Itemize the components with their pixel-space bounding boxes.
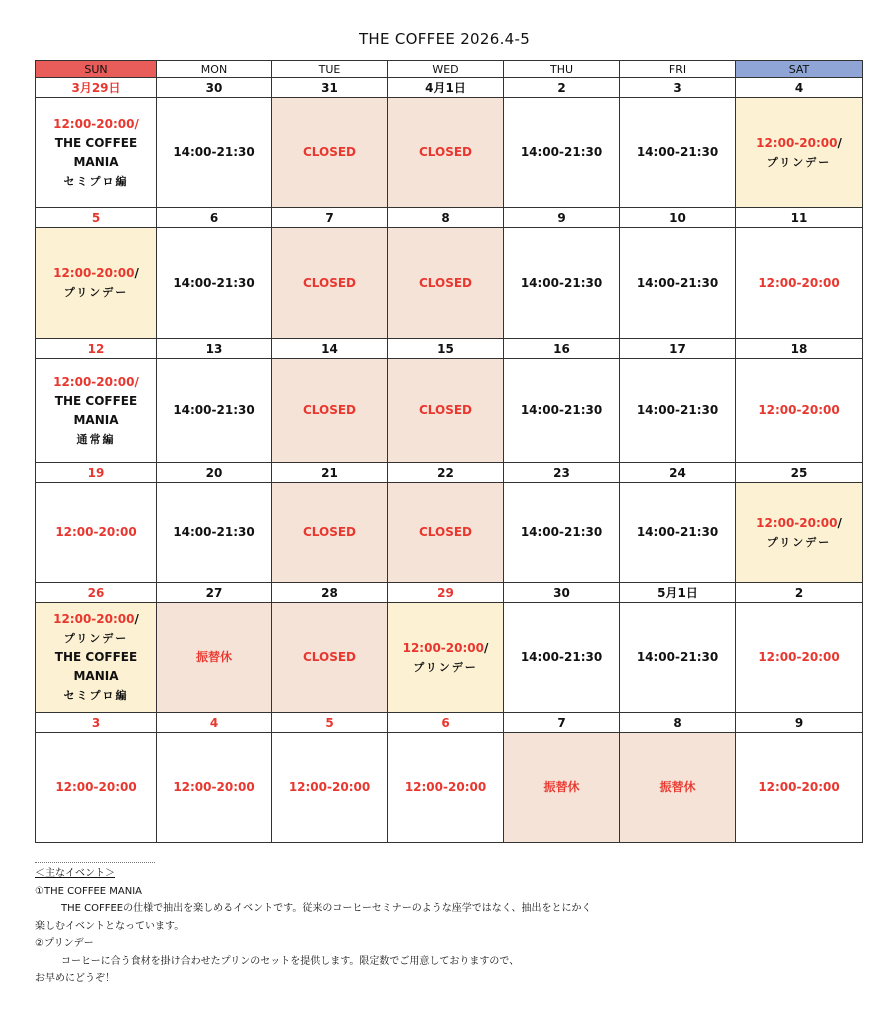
- weekday-sat: SAT: [736, 61, 863, 78]
- weekday-thu: THU: [504, 61, 620, 78]
- hours-text: 12:00-20:00/: [53, 116, 139, 131]
- schedule-cell-substitute-holiday: 振替休: [620, 733, 736, 843]
- date-cell: 4: [736, 78, 863, 98]
- schedule-cell: 14:00-21:30: [504, 483, 620, 583]
- date-cell: 2: [736, 583, 863, 603]
- schedule-cell: 12:00-20:00: [157, 733, 272, 843]
- schedule-cell: 12:00-20:00: [388, 733, 504, 843]
- schedule-cell-closed: CLOSED: [272, 228, 388, 339]
- schedule-cell-event: [36, 98, 157, 208]
- date-row: [36, 208, 863, 228]
- event-name: プリンデー: [766, 535, 832, 549]
- schedule-cell-closed: CLOSED: [272, 98, 388, 208]
- separator: /: [837, 515, 842, 530]
- date-row: [36, 583, 863, 603]
- schedule-cell: 14:00-21:30: [620, 483, 736, 583]
- date-cell: 5月1日: [620, 583, 736, 603]
- schedule-cell: 14:00-21:30: [157, 483, 272, 583]
- date-cell: 13: [157, 339, 272, 359]
- date-cell: 20: [157, 463, 272, 483]
- date-cell: 10: [620, 208, 736, 228]
- schedule-cell-event: [736, 483, 863, 583]
- schedule-cell-event: [36, 228, 157, 339]
- date-row: [36, 78, 863, 98]
- schedule-cell-closed: CLOSED: [272, 483, 388, 583]
- date-cell: 7: [504, 713, 620, 733]
- schedule-cell-closed: CLOSED: [272, 359, 388, 463]
- date-cell: 23: [504, 463, 620, 483]
- date-cell: 22: [388, 463, 504, 483]
- schedule-cell-closed: CLOSED: [388, 359, 504, 463]
- date-cell: 25: [736, 463, 863, 483]
- event-name: THE COFFEE: [54, 135, 138, 150]
- date-cell: 4月1日: [388, 78, 504, 98]
- schedule-cell-event: [36, 359, 157, 463]
- weekday-wed: WED: [388, 61, 504, 78]
- event-edition: 通常編: [76, 432, 116, 446]
- event-name: MANIA: [73, 669, 119, 683]
- weekday-header-row: [36, 61, 863, 78]
- hours-text: 12:00-20:00: [756, 135, 838, 150]
- date-row: [36, 713, 863, 733]
- event-name: THE COFFEE: [54, 393, 138, 408]
- date-cell: 3月29日: [36, 78, 157, 98]
- date-cell: 14: [272, 339, 388, 359]
- date-cell: 7: [272, 208, 388, 228]
- event-name: MANIA: [73, 412, 119, 427]
- date-cell: 21: [272, 463, 388, 483]
- event-name: プリンデー: [63, 286, 129, 299]
- date-cell: 16: [504, 339, 620, 359]
- date-cell: 3: [620, 78, 736, 98]
- event-name: THE COFFEE: [54, 650, 138, 664]
- date-cell: 8: [620, 713, 736, 733]
- schedule-cell: 14:00-21:30: [157, 98, 272, 208]
- event-name: プリンデー: [413, 660, 478, 674]
- schedule-cell: 12:00-20:00: [36, 733, 157, 843]
- date-cell: 9: [736, 713, 863, 733]
- schedule-cell: 12:00-20:00: [36, 483, 157, 583]
- date-cell: 4: [157, 713, 272, 733]
- schedule-cell-closed: CLOSED: [388, 228, 504, 339]
- date-row: [36, 463, 863, 483]
- schedule-cell: 14:00-21:30: [620, 359, 736, 463]
- event2-description-cont: お早めにどうぞ！: [35, 973, 115, 984]
- schedule-cell-event: [36, 603, 157, 713]
- date-cell: 12: [36, 339, 157, 359]
- hours-text: 12:00-20:00: [402, 640, 484, 655]
- schedule-cell-substitute-holiday: 振替休: [504, 733, 620, 843]
- schedule-cell-substitute-holiday: 振替休: [157, 603, 272, 713]
- notes-heading: ＜主なイベント＞: [35, 868, 115, 879]
- event2-description: コーヒーに合う食材を掛け合わせたプリンのセットを提供します。限定数でご用意しておりますので、: [61, 955, 520, 967]
- schedule-cell: 12:00-20:00: [736, 603, 863, 713]
- separator: /: [483, 640, 489, 655]
- event2-title: ②プリンデー: [35, 938, 94, 949]
- date-cell: 30: [504, 583, 620, 603]
- schedule-cell: 14:00-21:30: [504, 603, 620, 713]
- schedule-cell-closed: CLOSED: [388, 98, 504, 208]
- date-cell: 2: [504, 78, 620, 98]
- hours-text: 12:00-20:00: [53, 612, 135, 626]
- event-name: プリンデー: [766, 155, 832, 169]
- schedule-cell: 12:00-20:00: [736, 228, 863, 339]
- schedule-cell-closed: CLOSED: [388, 483, 504, 583]
- date-cell: 18: [736, 339, 863, 359]
- event1-title: ①THE COFFEE MANIA: [35, 885, 143, 897]
- date-cell: 31: [272, 78, 388, 98]
- date-cell: 5: [36, 208, 157, 228]
- schedule-cell: 14:00-21:30: [620, 228, 736, 339]
- event-edition: セミプロ編: [63, 689, 129, 702]
- schedule-cell: 14:00-21:30: [620, 98, 736, 208]
- event-edition: セミプロ編: [63, 174, 129, 188]
- date-cell: 27: [157, 583, 272, 603]
- schedule-row: [36, 483, 863, 583]
- schedule-row: [36, 228, 863, 339]
- separator: /: [134, 266, 139, 280]
- date-cell: 6: [388, 713, 504, 733]
- schedule-row: [36, 603, 863, 713]
- weekday-tue: TUE: [272, 61, 388, 78]
- weekday-fri: FRI: [620, 61, 736, 78]
- hours-text: 12:00-20:00/: [53, 374, 139, 389]
- schedule-cell-closed: CLOSED: [272, 603, 388, 713]
- hours-text: 12:00-20:00: [53, 266, 135, 280]
- schedule-row: [36, 359, 863, 463]
- weekday-sun: SUN: [36, 61, 157, 78]
- schedule-cell: 14:00-21:30: [157, 228, 272, 339]
- separator: /: [134, 612, 139, 626]
- date-cell: 11: [736, 208, 863, 228]
- date-cell: 29: [388, 583, 504, 603]
- date-cell: 19: [36, 463, 157, 483]
- schedule-cell-event: [736, 98, 863, 208]
- schedule-cell: 14:00-21:30: [157, 359, 272, 463]
- date-cell: 3: [36, 713, 157, 733]
- date-row: [36, 339, 863, 359]
- date-cell: 15: [388, 339, 504, 359]
- date-cell: 9: [504, 208, 620, 228]
- schedule-row: [36, 733, 863, 843]
- schedule-cell: 12:00-20:00: [736, 733, 863, 843]
- dotted-divider: [35, 862, 155, 863]
- schedule-cell: 12:00-20:00: [272, 733, 388, 843]
- schedule-cell: 14:00-21:30: [620, 603, 736, 713]
- weekday-mon: MON: [157, 61, 272, 78]
- date-cell: 26: [36, 583, 157, 603]
- date-cell: 5: [272, 713, 388, 733]
- schedule-cell: 12:00-20:00: [736, 359, 863, 463]
- event1-description-cont: 楽しむイベントとなっています。: [35, 920, 185, 932]
- event-name: MANIA: [73, 154, 119, 169]
- event-notes: [35, 862, 855, 988]
- date-cell: 28: [272, 583, 388, 603]
- date-cell: 6: [157, 208, 272, 228]
- schedule-cell-event: [388, 603, 504, 713]
- date-cell: 8: [388, 208, 504, 228]
- event1-description: THE COFFEEの仕様で抽出を楽しめるイベントです。従来のコーヒーセミナーのような座学ではなく、抽出をとにかく: [61, 903, 592, 914]
- schedule-row: [36, 98, 863, 208]
- calendar-table: [35, 60, 863, 843]
- event-name: プリンデー: [63, 632, 129, 645]
- schedule-cell: 14:00-21:30: [504, 359, 620, 463]
- date-cell: 17: [620, 339, 736, 359]
- hours-text: 12:00-20:00: [756, 515, 838, 530]
- date-cell: 24: [620, 463, 736, 483]
- date-cell: 30: [157, 78, 272, 98]
- schedule-cell: 14:00-21:30: [504, 228, 620, 339]
- schedule-cell: 14:00-21:30: [504, 98, 620, 208]
- page-title: THE COFFEE 2026.4-5: [358, 30, 531, 48]
- separator: /: [837, 135, 842, 150]
